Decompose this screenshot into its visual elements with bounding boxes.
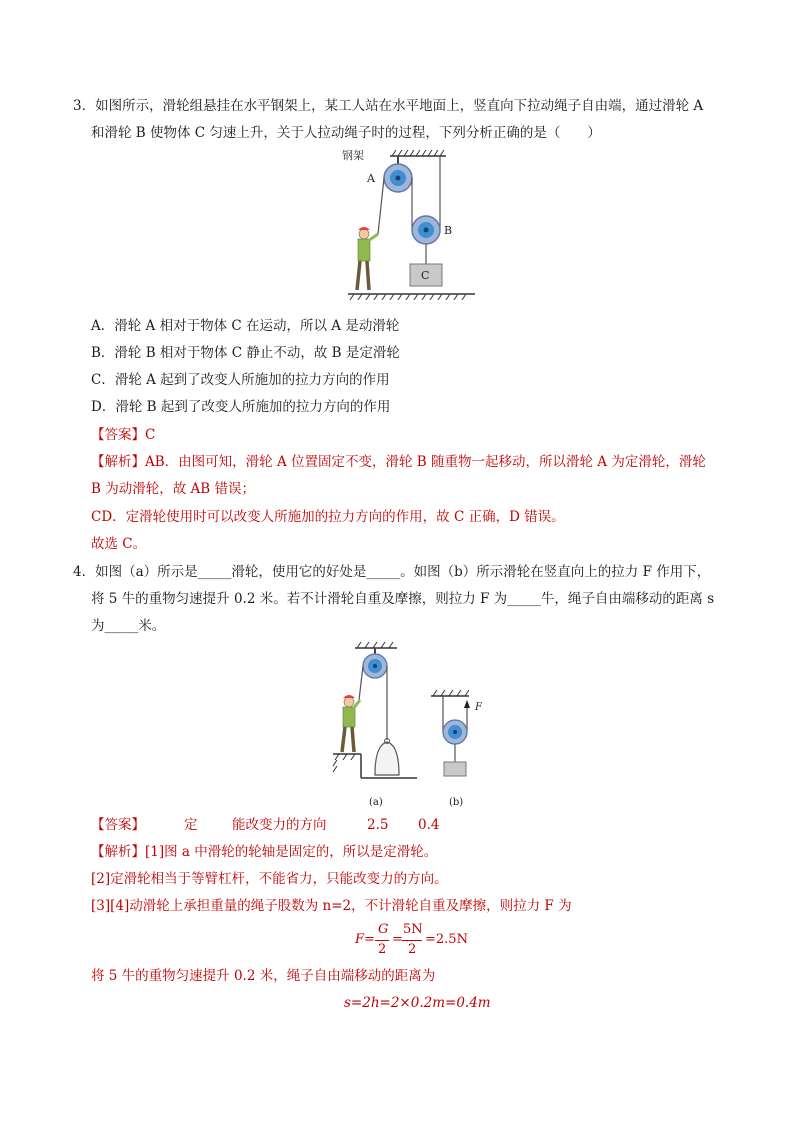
q4-answer-1: 定 (184, 817, 198, 833)
formula-lhs: F= (355, 932, 375, 947)
q4-stem-line1: 4．如图（a）所示是_____滑轮，使用它的好处是_____。如图（b）所示滑轮在竖直向上的拉力 F 作用下， (73, 564, 711, 580)
q4-analysis-line3: [3][4]动滑轮上承担重量的绳子股数为 n=2，不计滑轮自重及摩擦，则拉力 F 为 (91, 898, 572, 914)
q4-analysis-line2: [2]定滑轮相当于等臂杠杆，不能省力，只能改变力的方向。 (91, 871, 448, 887)
q3-option-c: C．滑轮 A 起到了改变人所施加的拉力方向的作用 (91, 372, 390, 388)
formula-distance: s=2h=2×0.2m=0.4m (344, 995, 491, 1011)
pulley-b-label: B (444, 224, 453, 237)
q4-analysis-line1: 【解析】[1]图 a 中滑轮的轮轴是固定的，所以是定滑轮。 (91, 844, 438, 860)
bell-weight (375, 742, 399, 775)
q3-analysis-line2: B 为动滑轮，故 AB 错误； (91, 481, 255, 497)
q4-pulley-figures (325, 640, 495, 812)
fraction-bar-1 (375, 940, 389, 941)
q4-stem-line2: 将 5 牛的重物匀速提升 0.2 米。若不计滑轮自重及摩擦，则拉力 F 为_____牛，绳子自由端移动的距离 s (91, 591, 715, 607)
q4-answer-label: 【答案】 (91, 817, 145, 833)
block-c-label: C (421, 269, 430, 282)
formula-den1: 2 (378, 942, 387, 957)
q3-answer: 【答案】C (91, 427, 156, 443)
caption-a: (a) (369, 797, 383, 808)
worker-icon (342, 695, 360, 752)
fraction-bar-2 (402, 940, 422, 941)
formula-den2: 2 (408, 942, 417, 957)
q3-analysis-line3: CD．定滑轮使用时可以改变人所施加的拉力方向的作用，故 C 正确，D 错误。 (91, 509, 565, 525)
q3-option-a: A．滑轮 A 相对于物体 C 在运动，所以 A 是动滑轮 (91, 318, 400, 334)
frame-label: 钢架 (342, 149, 364, 162)
q3-option-d: D．滑轮 B 起到了改变人所施加的拉力方向的作用 (91, 399, 391, 415)
formula-num2: 5N (403, 922, 423, 937)
q4-answer-2: 能改变力的方向 (232, 817, 327, 833)
q3-analysis-line1: 【解析】AB．由图可知，滑轮 A 位置固定不变，滑轮 B 随重物一起移动，所以滑轮 A 为定滑轮，滑轮 (91, 454, 706, 470)
formula-force (355, 920, 475, 960)
force-label: F (475, 702, 482, 713)
q4-analysis-line4: 将 5 牛的重物匀速提升 0.2 米，绳子自由端移动的距离为 (91, 968, 436, 984)
worker-icon (357, 227, 378, 290)
q3-analysis-line4: 故选 C。 (91, 536, 147, 552)
q3-pulley-figure (330, 142, 480, 312)
q4-answer-4: 0.4 (418, 817, 440, 833)
force-arrow-icon (464, 700, 470, 708)
q4-answer-3: 2.5 (367, 817, 389, 833)
formula-num1: G (378, 922, 389, 937)
caption-b: (b) (449, 797, 464, 808)
formula-eq: = (392, 932, 403, 947)
weight-block (444, 762, 466, 776)
q3-stem-line2: 和滑轮 B 使物体 C 匀速上升，关于人拉动绳子时的过程，下列分析正确的是（ ） (91, 125, 601, 141)
q3-stem-line1: 3．如图所示，滑轮组悬挂在水平钢架上，某工人站在水平地面上，竖直向下拉动绳子自由端，通过滑轮 A (73, 98, 704, 114)
q4-stem-line3: 为_____米。 (91, 618, 166, 634)
pulley-a-label: A (367, 172, 375, 185)
formula-result: =2.5N (425, 932, 468, 947)
q3-option-b: B．滑轮 B 相对于物体 C 静止不动，故 B 是定滑轮 (91, 345, 400, 361)
